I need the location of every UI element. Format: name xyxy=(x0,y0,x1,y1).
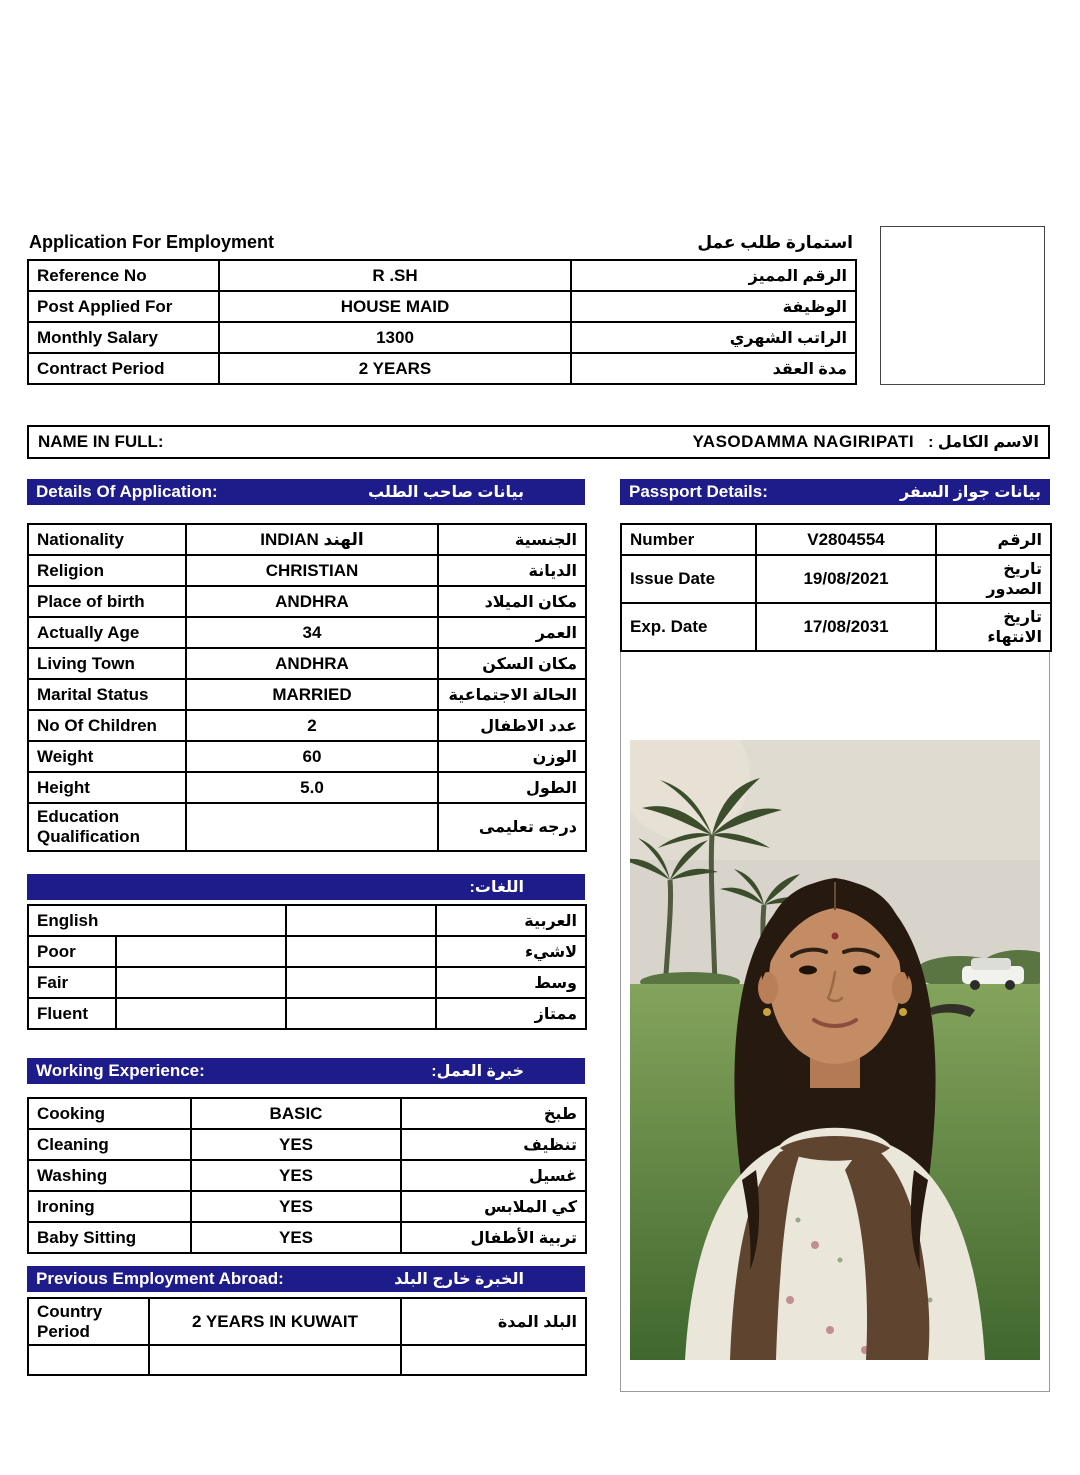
table-row-empty xyxy=(28,1345,586,1375)
checkbox-cell xyxy=(116,936,286,967)
table-row xyxy=(28,1160,586,1191)
table-row xyxy=(28,679,586,710)
applicant-photo xyxy=(630,740,1040,1360)
row-label: Number xyxy=(621,524,756,555)
row-label: Ironing xyxy=(28,1191,191,1222)
application-title-en: Application For Employment xyxy=(29,232,275,252)
languages-table xyxy=(27,904,587,1030)
row-label: Religion xyxy=(28,555,186,586)
row-label-ar: العربية xyxy=(436,905,586,936)
row-label: Exp. Date xyxy=(621,603,756,651)
application-title-row xyxy=(27,226,855,259)
row-label-ar: تاريخ الصدور xyxy=(936,555,1051,603)
row-label: Fluent xyxy=(28,998,116,1029)
row-value xyxy=(286,936,436,967)
table-row xyxy=(28,648,586,679)
row-label: Washing xyxy=(28,1160,191,1191)
passport-table xyxy=(620,523,1052,652)
row-value: 2 xyxy=(186,710,438,741)
table-row xyxy=(28,772,586,803)
table-row xyxy=(28,1129,586,1160)
right-column xyxy=(620,479,1050,1392)
row-value: R .SH xyxy=(219,260,571,291)
application-block xyxy=(27,226,855,385)
previous-employment-table xyxy=(27,1297,587,1376)
row-label-ar: العمر xyxy=(438,617,586,648)
row-value: 2 YEARS xyxy=(219,353,571,384)
name-value: YASODAMMA NAGIRIPATI xyxy=(692,432,915,451)
row-label: Issue Date xyxy=(621,555,756,603)
left-column xyxy=(27,479,585,1376)
main-columns xyxy=(27,479,1050,1392)
row-value xyxy=(286,967,436,998)
table-row xyxy=(621,524,1051,555)
table-row xyxy=(28,524,586,555)
row-value: HOUSE MAID xyxy=(219,291,571,322)
row-label-ar: الراتب الشهري xyxy=(571,322,856,353)
row-label: Monthly Salary xyxy=(28,322,219,353)
row-value xyxy=(286,998,436,1029)
row-label-ar: الرقم xyxy=(936,524,1051,555)
row-label: Contract Period xyxy=(28,353,219,384)
row-label: Nationality xyxy=(28,524,186,555)
row-value: V2804554 xyxy=(756,524,936,555)
row-label: Country Period xyxy=(28,1298,149,1345)
row-value: 5.0 xyxy=(186,772,438,803)
table-row xyxy=(28,260,856,291)
table-row xyxy=(28,1222,586,1253)
row-label: Weight xyxy=(28,741,186,772)
row-label-ar: غسيل xyxy=(401,1160,586,1191)
checkbox-cell xyxy=(116,967,286,998)
checkbox-cell xyxy=(116,998,286,1029)
row-label-ar: الوزن xyxy=(438,741,586,772)
row-label-ar: البلد المدة xyxy=(401,1298,586,1345)
row-label: Cooking xyxy=(28,1098,191,1129)
table-row xyxy=(28,1298,586,1345)
experience-header-en: Working Experience: xyxy=(36,1061,205,1080)
application-table xyxy=(27,259,857,385)
name-label-ar: : الاسم الكامل xyxy=(928,434,1039,451)
row-label-ar: مدة العقد xyxy=(571,353,856,384)
details-header-bar xyxy=(27,479,585,505)
name-label: NAME IN FULL: xyxy=(38,432,164,451)
table-row xyxy=(28,1098,586,1129)
row-label: Living Town xyxy=(28,648,186,679)
application-header-section xyxy=(27,226,1050,385)
row-value: 34 xyxy=(186,617,438,648)
row-label: Height xyxy=(28,772,186,803)
row-label-ar: عدد الاطفال xyxy=(438,710,586,741)
row-label-ar: مكان الميلاد xyxy=(438,586,586,617)
languages-header-bar xyxy=(27,874,585,900)
table-row xyxy=(28,555,586,586)
row-value: 1300 xyxy=(219,322,571,353)
row-label: Baby Sitting xyxy=(28,1222,191,1253)
application-title-ar: استمارة طلب عمل xyxy=(697,232,853,252)
experience-header-bar xyxy=(27,1058,585,1084)
table-row xyxy=(28,291,856,322)
row-label: Poor xyxy=(28,936,116,967)
experience-table xyxy=(27,1097,587,1254)
row-label-ar: درجه تعليمى xyxy=(438,803,586,851)
row-label-ar: تاريخ الانتهاء xyxy=(936,603,1051,651)
table-row xyxy=(28,353,856,384)
row-value: MARRIED xyxy=(186,679,438,710)
table-row xyxy=(28,967,586,998)
row-label-ar: طبخ xyxy=(401,1098,586,1129)
row-label-ar: تنظيف xyxy=(401,1129,586,1160)
row-label: Place of birth xyxy=(28,586,186,617)
row-label-ar: تربية الأطفال xyxy=(401,1222,586,1253)
passport-header-en: Passport Details: xyxy=(629,482,768,501)
row-label-ar: مكان السكن xyxy=(438,648,586,679)
table-row xyxy=(28,322,856,353)
previous-employment-header-bar xyxy=(27,1266,585,1292)
table-row xyxy=(28,710,586,741)
languages-header-ar: اللغات: xyxy=(469,879,524,896)
row-label-ar: وسط xyxy=(436,967,586,998)
table-row xyxy=(28,617,586,648)
row-value: 60 xyxy=(186,741,438,772)
row-value: YES xyxy=(191,1191,401,1222)
passport-header-bar xyxy=(620,479,1050,505)
table-row xyxy=(28,741,586,772)
row-label-ar: لاشيء xyxy=(436,936,586,967)
row-value: ANDHRA xyxy=(186,648,438,679)
row-value: YES xyxy=(191,1222,401,1253)
row-value: YES xyxy=(191,1129,401,1160)
previous-employment-header-en: Previous Employment Abroad: xyxy=(36,1269,284,1288)
row-label: Fair xyxy=(28,967,116,998)
row-label-ar: الطول xyxy=(438,772,586,803)
details-header-ar: بيانات صاحب الطلب xyxy=(367,484,524,501)
row-label: No Of Children xyxy=(28,710,186,741)
row-label-ar: ممتاز xyxy=(436,998,586,1029)
row-value: CHRISTIAN xyxy=(186,555,438,586)
row-label-ar: الحالة الاجتماعية xyxy=(438,679,586,710)
row-label-ar: كي الملابس xyxy=(401,1191,586,1222)
empty-cell xyxy=(28,1345,149,1375)
passport-header-ar: بيانات جواز السفر xyxy=(899,484,1041,501)
experience-header-ar: خبرة العمل: xyxy=(431,1063,524,1080)
row-label: Marital Status xyxy=(28,679,186,710)
row-label-ar: الوظيفة xyxy=(571,291,856,322)
row-value: BASIC xyxy=(191,1098,401,1129)
table-row xyxy=(28,803,586,851)
row-label: Reference No xyxy=(28,260,219,291)
table-row xyxy=(28,905,586,936)
name-in-full-row xyxy=(27,425,1050,459)
table-row xyxy=(28,1191,586,1222)
row-label: Actually Age xyxy=(28,617,186,648)
row-label: Cleaning xyxy=(28,1129,191,1160)
table-row xyxy=(28,586,586,617)
document-page xyxy=(27,226,1050,1392)
table-row xyxy=(621,603,1051,651)
row-value: INDIAN الهند xyxy=(186,524,438,555)
previous-employment-header-ar: الخبرة خارج البلد xyxy=(394,1271,524,1288)
empty-cell xyxy=(401,1345,586,1375)
row-label: Post Applied For xyxy=(28,291,219,322)
details-header-en: Details Of Application: xyxy=(36,482,218,501)
row-value: 2 YEARS IN KUWAIT xyxy=(149,1298,401,1345)
row-value xyxy=(186,803,438,851)
table-row xyxy=(621,555,1051,603)
row-label-ar: الرقم المميز xyxy=(571,260,856,291)
row-label-ar: الديانة xyxy=(438,555,586,586)
details-table xyxy=(27,523,587,852)
photo-frame xyxy=(620,652,1050,1392)
row-value: YES xyxy=(191,1160,401,1191)
empty-cell xyxy=(149,1345,401,1375)
row-value: ANDHRA xyxy=(186,586,438,617)
photo-stamp-box xyxy=(880,226,1045,385)
row-value xyxy=(286,905,436,936)
row-label-ar: الجنسية xyxy=(438,524,586,555)
row-value: 19/08/2021 xyxy=(756,555,936,603)
row-label: Education Qualification xyxy=(28,803,186,851)
table-row xyxy=(28,936,586,967)
table-row xyxy=(28,998,586,1029)
row-label: English xyxy=(28,905,286,936)
row-value: 17/08/2031 xyxy=(756,603,936,651)
